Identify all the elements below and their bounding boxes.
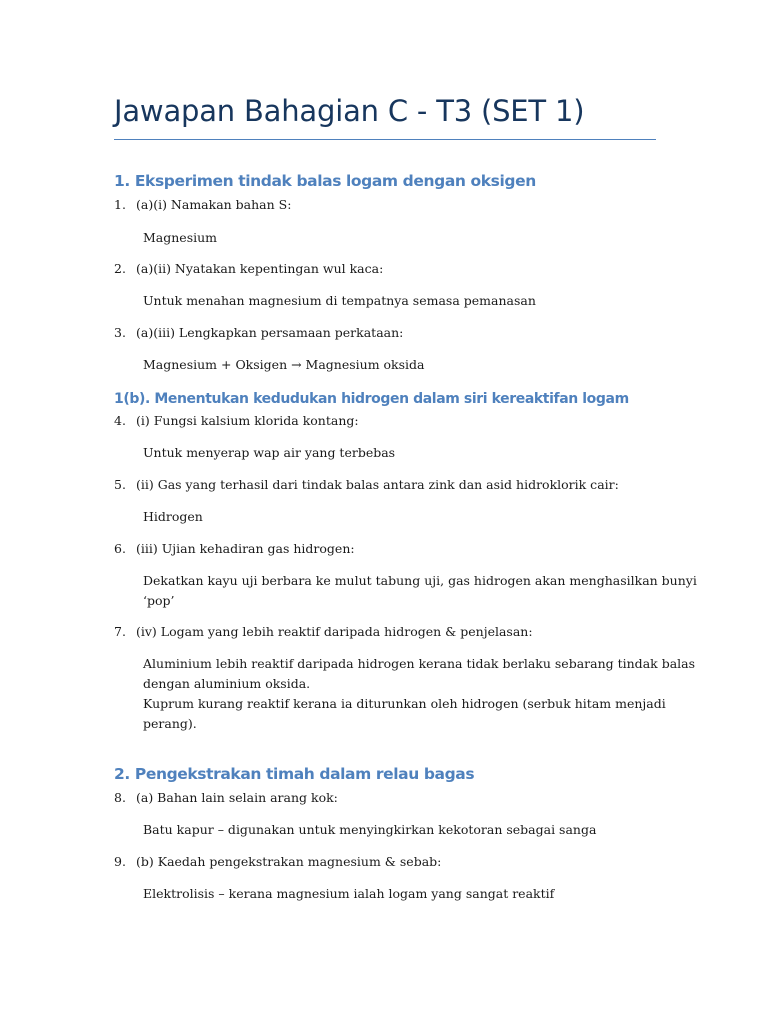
question-number: 7. (114, 624, 126, 639)
section-heading-3: 2. Pengekstrakan timah dalam relau bagas (114, 765, 475, 783)
question-8 (114, 790, 338, 806)
answer-8 (143, 820, 663, 840)
answer-line: Aluminium lebih reaktif daripada hidrogen kerana tidak berlaku sebarang tindak balas (143, 656, 696, 671)
answer-4 (143, 443, 663, 463)
question-number: 3. (114, 325, 126, 340)
question-4 (114, 413, 359, 429)
question-text: (i) Fungsi kalsium klorida kontang: (136, 413, 359, 428)
question-3 (114, 325, 403, 341)
answer-7 (143, 654, 696, 734)
question-text: (a) Bahan lain selain arang kok: (136, 790, 338, 805)
question-text: (ii) Gas yang terhasil dari tindak balas antara zink dan asid hidroklorik cair: (136, 477, 619, 492)
answer-line: Batu kapur – digunakan untuk menyingkirkan kekotoran sebagai sanga (143, 822, 597, 837)
section-heading-1: 1. Eksperimen tindak balas logam dengan oksigen (114, 172, 536, 190)
answer-line: Magnesium (143, 230, 218, 245)
section-heading-2: 1(b). Menentukan kedudukan hidrogen dalam siri kereaktifan logam (114, 391, 629, 407)
question-text: (iii) Ujian kehadiran gas hidrogen: (136, 541, 355, 556)
answer-line: ‘pop’ (143, 593, 175, 608)
answer-5 (143, 507, 663, 527)
question-text: (b) Kaedah pengekstrakan magnesium & sebab: (136, 854, 442, 869)
answer-line: Dekatkan kayu uji berbara ke mulut tabung uji, gas hidrogen akan menghasilkan bunyi (143, 573, 697, 588)
question-number: 6. (114, 541, 126, 556)
answer-line: Hidrogen (143, 509, 203, 524)
answer-1 (143, 228, 663, 248)
answer-3 (143, 355, 663, 375)
question-text: (a)(i) Namakan bahan S: (136, 197, 292, 212)
title-underline (114, 139, 656, 140)
question-9 (114, 854, 441, 870)
answer-line: dengan aluminium oksida. (143, 676, 311, 691)
question-number: 5. (114, 477, 126, 492)
answer-9 (143, 884, 663, 904)
answer-line: Elektrolisis – kerana magnesium ialah logam yang sangat reaktif (143, 886, 555, 901)
question-7 (114, 624, 533, 640)
answer-line: Kuprum kurang reaktif kerana ia diturunkan oleh hidrogen (serbuk hitam menjadi (143, 696, 666, 711)
question-number: 8. (114, 790, 126, 805)
answer-line: perang). (143, 716, 197, 731)
answer-line: Magnesium + Oksigen → Magnesium oksida (143, 357, 425, 372)
answer-2 (143, 291, 663, 311)
question-number: 1. (114, 197, 126, 212)
question-1 (114, 197, 291, 213)
question-number: 2. (114, 261, 126, 276)
question-number: 9. (114, 854, 126, 869)
question-text: (a)(ii) Nyatakan kepentingan wul kaca: (136, 261, 384, 276)
answer-line: Untuk menyerap wap air yang terbebas (143, 445, 396, 460)
question-6 (114, 541, 355, 557)
question-5 (114, 477, 619, 493)
page-title: Jawapan Bahagian C - T3 (SET 1) (114, 94, 585, 128)
answer-line: Untuk menahan magnesium di tempatnya semasa pemanasan (143, 293, 536, 308)
question-text: (iv) Logam yang lebih reaktif daripada hidrogen & penjelasan: (136, 624, 533, 639)
question-text: (a)(iii) Lengkapkan persamaan perkataan: (136, 325, 404, 340)
answer-6 (143, 571, 697, 611)
question-number: 4. (114, 413, 126, 428)
question-2 (114, 261, 383, 277)
